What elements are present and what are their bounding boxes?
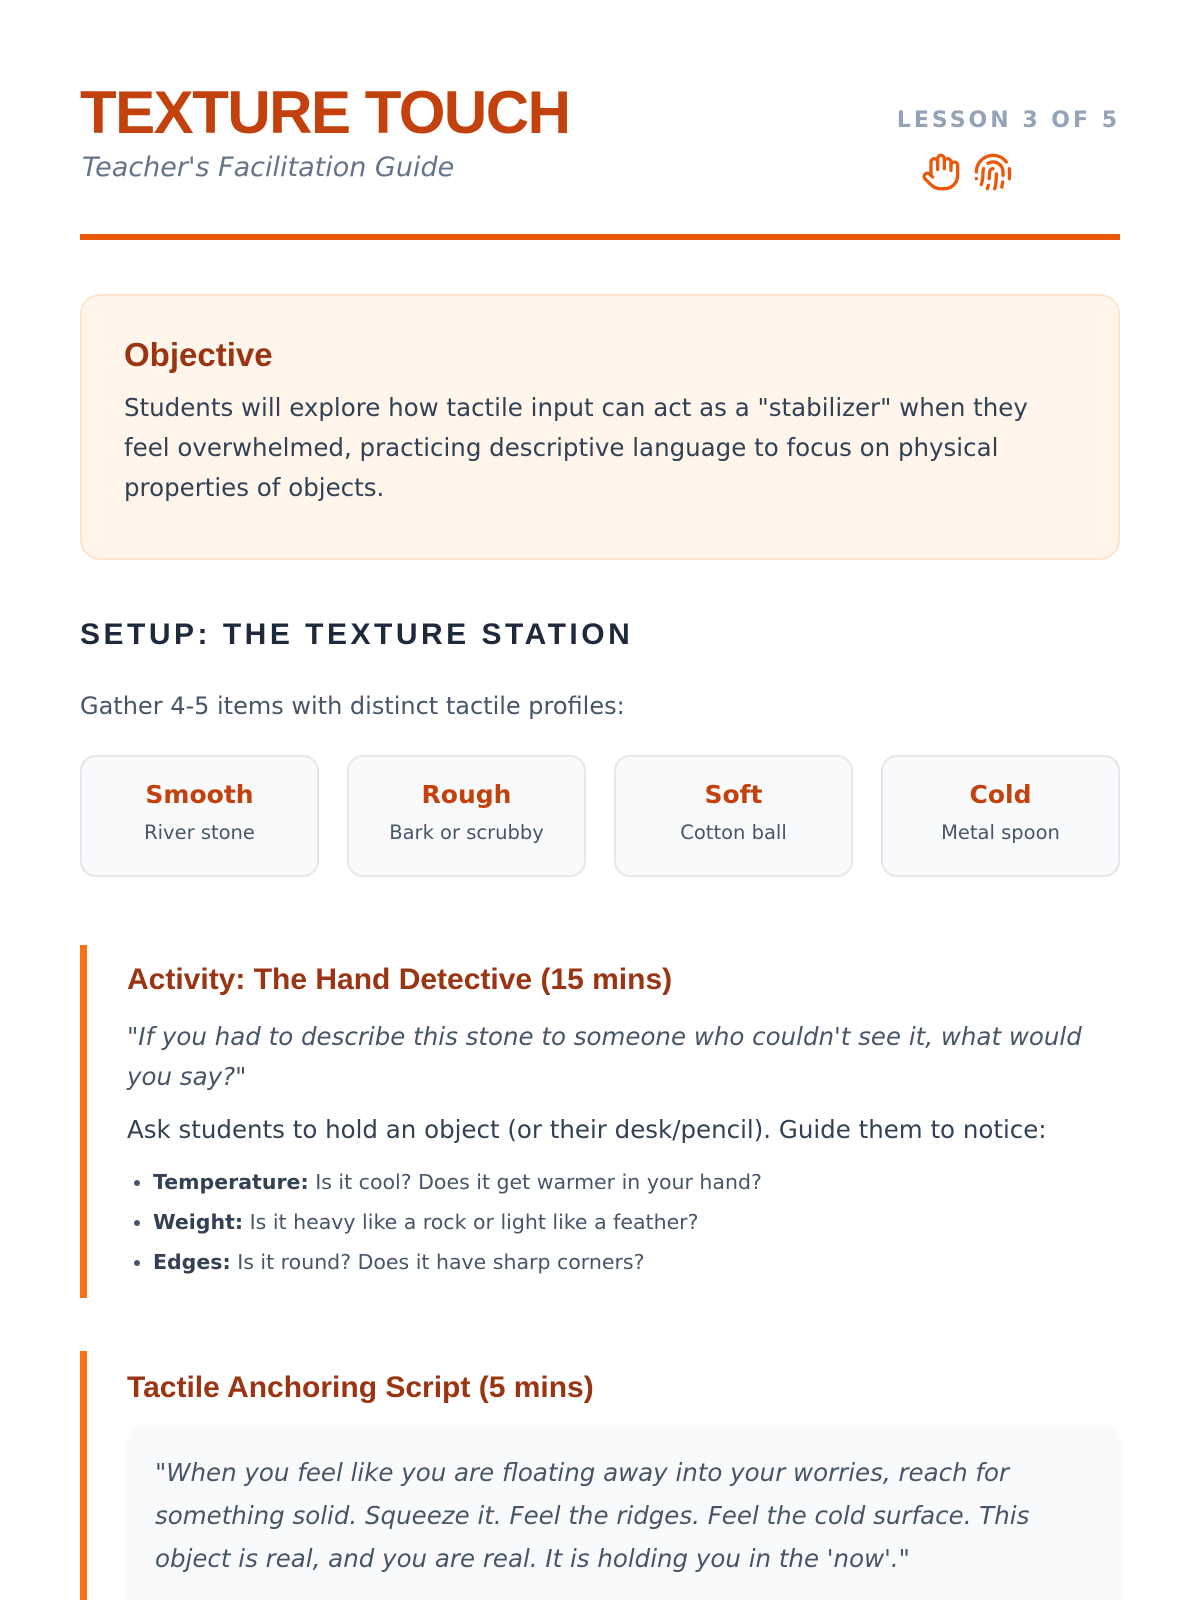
texture-name: Rough bbox=[421, 780, 512, 809]
script-section bbox=[80, 1351, 1120, 1600]
list-item bbox=[153, 1242, 1120, 1282]
texture-card-rough bbox=[347, 755, 586, 877]
header-icons bbox=[921, 152, 1013, 192]
texture-example: Cotton ball bbox=[680, 821, 787, 844]
texture-example: Metal spoon bbox=[941, 821, 1060, 844]
texture-cards bbox=[80, 755, 1120, 877]
script-quote: "When you feel like you are floating away into your worries, reach for something solid. Squeeze it. Feel the ridges. Feel the cold surface. This object is real, and you are real. It is holding you in the 'now'." bbox=[127, 1427, 1121, 1600]
texture-name: Smooth bbox=[145, 780, 254, 809]
prompt-list bbox=[127, 1162, 1120, 1282]
texture-example: River stone bbox=[144, 821, 255, 844]
list-item bbox=[153, 1162, 1120, 1202]
texture-card-smooth bbox=[80, 755, 319, 877]
page-subtitle: Teacher's Facilitation Guide bbox=[82, 152, 455, 183]
texture-name: Cold bbox=[969, 780, 1032, 809]
setup-heading: SETUP: THE TEXTURE STATION bbox=[80, 618, 634, 651]
prompt-label: Temperature: bbox=[153, 1170, 309, 1194]
list-item bbox=[153, 1202, 1120, 1242]
activity-section bbox=[80, 945, 1120, 1298]
prompt-text: Is it heavy like a rock or light like a feather? bbox=[249, 1210, 699, 1234]
script-heading: Tactile Anchoring Script (5 mins) bbox=[127, 1371, 594, 1404]
prompt-label: Edges: bbox=[153, 1250, 231, 1274]
activity-quote: "If you had to describe this stone to someone who couldn't see it, what would you say?" bbox=[127, 1022, 1082, 1091]
objective-box bbox=[80, 294, 1120, 560]
lesson-indicator: LESSON 3 OF 5 bbox=[896, 108, 1120, 133]
texture-card-soft bbox=[614, 755, 853, 877]
texture-card-cold bbox=[881, 755, 1120, 877]
header-divider bbox=[80, 234, 1120, 240]
objective-text: Students will explore how tactile input can act as a "stabilizer" when they feel overwhelmed, practicing descriptive language to focus on physical properties of objects. bbox=[124, 393, 1028, 502]
hand-icon bbox=[921, 152, 961, 192]
activity-instruction: Ask students to hold an object (or their desk/pencil). Guide them to notice: bbox=[127, 1115, 1047, 1144]
prompt-text: Is it cool? Does it get warmer in your hand? bbox=[315, 1170, 762, 1194]
page-title: TEXTURE TOUCH bbox=[80, 79, 570, 146]
texture-name: Soft bbox=[704, 780, 763, 809]
guide-page bbox=[80, 0, 1120, 1600]
objective-heading: Objective bbox=[124, 336, 273, 373]
prompt-text: Is it round? Does it have sharp corners? bbox=[237, 1250, 645, 1274]
fingerprint-icon bbox=[973, 152, 1013, 192]
prompt-label: Weight: bbox=[153, 1210, 244, 1234]
texture-example: Bark or scrubby bbox=[389, 821, 544, 844]
activity-heading: Activity: The Hand Detective (15 mins) bbox=[127, 963, 673, 996]
setup-intro: Gather 4-5 items with distinct tactile profiles: bbox=[80, 692, 625, 720]
